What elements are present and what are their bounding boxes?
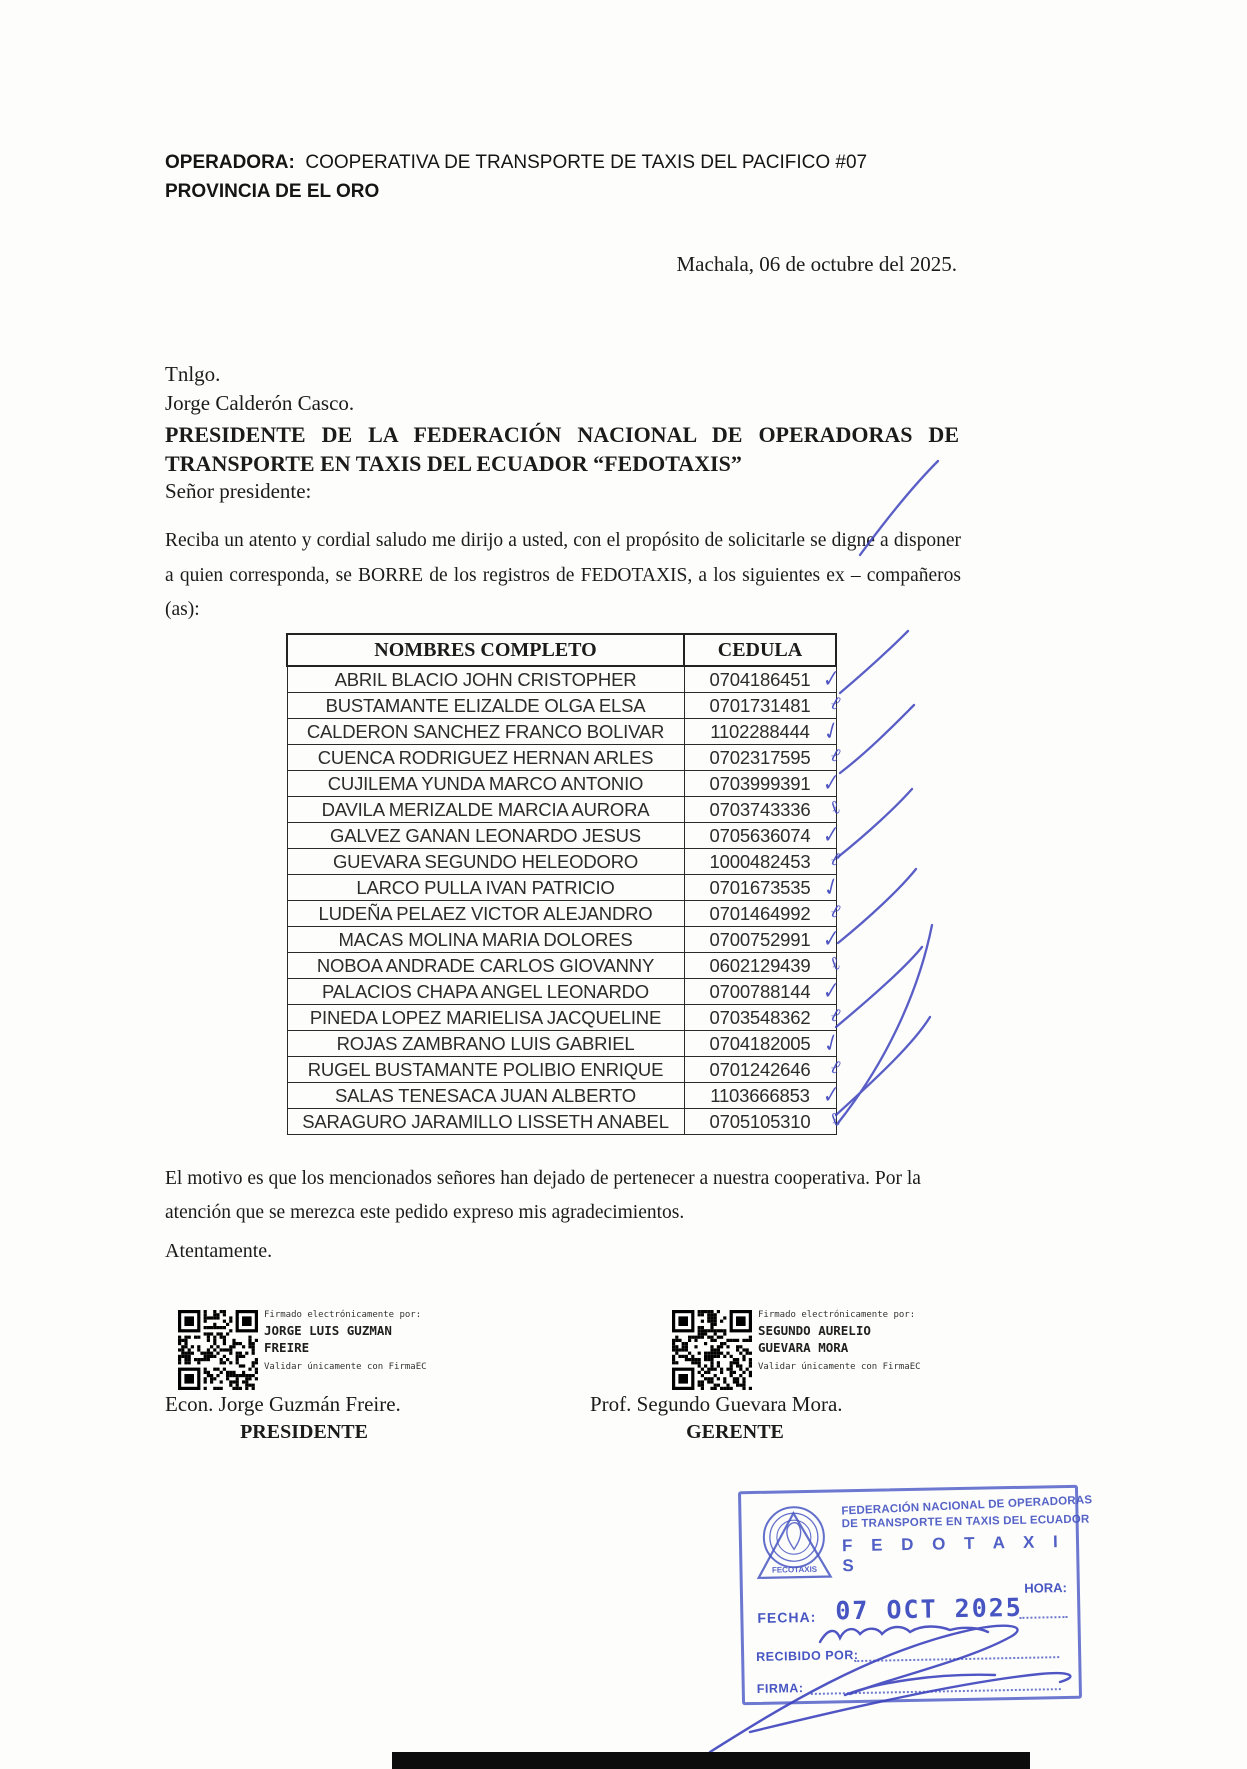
- member-name: PINEDA LOPEZ MARIELISA JACQUELINE: [287, 1005, 684, 1031]
- farewell: Atentamente.: [165, 1240, 273, 1262]
- member-name: ROJAS ZAMBRANO LUIS GABRIEL: [287, 1031, 684, 1057]
- member-cedula: 0701242646 ℓ: [684, 1057, 836, 1083]
- member-name: CUENCA RODRIGUEZ HERNAN ARLES: [287, 745, 684, 771]
- role-president: PRESIDENTE: [240, 1421, 368, 1443]
- table-row: [287, 797, 836, 823]
- salutation: Señor presidente:: [165, 479, 312, 503]
- validate-label: Validar únicamente con FirmaEC: [264, 1362, 427, 1372]
- member-name: LARCO PULLA IVAN PATRICIO: [287, 875, 684, 901]
- addressee-name: Jorge Calderón Casco.: [165, 391, 355, 415]
- signature-block-manager: [672, 1310, 921, 1390]
- member-name: BUSTAMANTE ELIZALDE OLGA ELSA: [287, 693, 684, 719]
- table-row: [287, 745, 836, 771]
- member-name: GALVEZ GANAN LEONARDO JESUS: [287, 823, 684, 849]
- member-name: LUDEÑA PELAEZ VICTOR ALEJANDRO: [287, 901, 684, 927]
- member-name: MACAS MOLINA MARIA DOLORES: [287, 927, 684, 953]
- scan-artifact-bar: [392, 1752, 1030, 1769]
- stamp-hora-label: HORA:: [1024, 1579, 1068, 1596]
- table-row: [287, 693, 836, 719]
- member-cedula: 0702317595 ℓ: [684, 745, 836, 771]
- member-name: PALACIOS CHAPA ANGEL LEONARDO: [287, 979, 684, 1005]
- member-cedula: 0703999391 ✓: [684, 771, 836, 797]
- table-row: [287, 1083, 836, 1109]
- printed-name-manager: Prof. Segundo Guevara Mora.: [590, 1392, 843, 1416]
- member-cedula: 0701673535 ✓: [684, 875, 836, 901]
- table-row: [287, 719, 836, 745]
- member-cedula: 1102288444 ✓: [684, 719, 836, 745]
- member-name: SARAGURO JARAMILLO LISSETH ANABEL: [287, 1109, 684, 1135]
- member-cedula: 0704182005 ✓: [684, 1031, 836, 1057]
- table-row: [287, 979, 836, 1005]
- member-cedula: 0701731481 ℓ: [684, 693, 836, 719]
- member-name: CUJILEMA YUNDA MARCO ANTONIO: [287, 771, 684, 797]
- role-manager: GERENTE: [686, 1421, 784, 1443]
- signed-electronically-label: Firmado electrónicamente por:: [758, 1310, 916, 1320]
- province-line: PROVINCIA DE EL ORO: [165, 181, 380, 202]
- signature-block-president: [178, 1310, 427, 1390]
- members-table: [286, 633, 837, 1135]
- operator-label: OPERADORA:: [165, 152, 295, 173]
- signer-name: JORGE LUIS GUZMAN FREIRE: [264, 1323, 392, 1355]
- logo-text: FECOTAXIS: [771, 1564, 818, 1575]
- member-cedula: 0602129439 ℓ: [684, 953, 836, 979]
- letter-header: [165, 148, 867, 206]
- member-cedula: 0701464992 ℓ: [684, 901, 836, 927]
- member-name: ABRIL BLACIO JOHN CRISTOPHER: [287, 666, 684, 693]
- stamp-org-line2: DE TRANSPORTE EN TAXIS DEL ECUADOR: [841, 1513, 1090, 1531]
- operator-name: COOPERATIVA DE TRANSPORTE DE TAXIS DEL PACIFICO #07: [305, 152, 868, 173]
- stamp-brand: F E D O T A X I S: [841, 1532, 1065, 1576]
- member-cedula: 0700788144 ✓: [684, 979, 836, 1005]
- table-header-row: [287, 634, 836, 666]
- table-row: [287, 1109, 836, 1135]
- member-name: GUEVARA SEGUNDO HELEODORO: [287, 849, 684, 875]
- member-name: DAVILA MERIZALDE MARCIA AURORA: [287, 797, 684, 823]
- table-row: [287, 1005, 836, 1031]
- qr-code-president: [178, 1310, 258, 1390]
- qr-code-manager: [672, 1310, 752, 1390]
- stamp-firma-label: FIRMA:: [756, 1681, 804, 1696]
- member-cedula: 0705105310 ℓ: [684, 1109, 836, 1135]
- table-row: [287, 1057, 836, 1083]
- member-cedula: 0705636074 ✓: [684, 823, 836, 849]
- member-name: CALDERON SANCHEZ FRANCO BOLIVAR: [287, 719, 684, 745]
- column-header-cedula: CEDULA: [684, 634, 836, 666]
- member-name: RUGEL BUSTAMANTE POLIBIO ENRIQUE: [287, 1057, 684, 1083]
- qr-caption-manager: [758, 1310, 921, 1390]
- signer-name: SEGUNDO AURELIO GUEVARA MORA: [758, 1323, 871, 1355]
- table-row: [287, 901, 836, 927]
- member-cedula: 0700752991 ✓: [684, 927, 836, 953]
- member-name: SALAS TENESACA JUAN ALBERTO: [287, 1083, 684, 1109]
- pen-stroke-marks: [818, 455, 978, 1175]
- table-row: [287, 771, 836, 797]
- table-row: [287, 823, 836, 849]
- column-header-names: NOMBRES COMPLETO: [287, 634, 684, 666]
- member-cedula: 1000482453 ℓ: [684, 849, 836, 875]
- stamp-recibido-label: RECIBIDO POR:: [756, 1648, 859, 1664]
- stamp-fecha-label: FECHA:: [757, 1608, 817, 1626]
- table-row: [287, 1031, 836, 1057]
- operator-line: [165, 148, 867, 177]
- member-name: NOBOA ANDRADE CARLOS GIOVANNY: [287, 953, 684, 979]
- table-row: [287, 953, 836, 979]
- closing-paragraph: El motivo es que los mencionados señores han dejado de pertenecer a nuestra cooperativa. Por la atención que se merezca este pedido expreso mis agradecimientos.: [165, 1168, 921, 1223]
- member-cedula: 0704186451 ✓: [684, 666, 836, 693]
- qr-caption-president: [264, 1310, 427, 1390]
- validate-label: Validar únicamente con FirmaEC: [758, 1362, 921, 1372]
- member-cedula: 0703743336 ℓ: [684, 797, 836, 823]
- stamp-fecha-value: 07 OCT 2025: [835, 1592, 1024, 1626]
- member-cedula: 0703548362 ℓ: [684, 1005, 836, 1031]
- signed-electronically-label: Firmado electrónicamente por:: [264, 1310, 422, 1320]
- date-line: Machala, 06 de octubre del 2025.: [676, 252, 957, 276]
- table-row: [287, 666, 836, 693]
- table-row: [287, 875, 836, 901]
- addressee-degree: Tnlgo.: [165, 362, 221, 386]
- member-cedula: 1103666853 ✓: [684, 1083, 836, 1109]
- addressee-position: PRESIDENTE DE LA FEDERACIÓN NACIONAL DE OPERADORAS DE TRANSPORTE EN TAXIS DEL ECUADOR “FEDOTAXIS”: [165, 422, 959, 476]
- stamp-org-line1: FEDERACIÓN NACIONAL DE OPERADORAS: [841, 1494, 1093, 1518]
- table-row: [287, 927, 836, 953]
- printed-name-president: Econ. Jorge Guzmán Freire.: [165, 1392, 401, 1416]
- handwritten-signature-ink: [640, 1470, 1140, 1769]
- body-paragraph: Reciba un atento y cordial saludo me dirijo a usted, con el propósito de solicitarle se digne a disponer a quien corresponda, se BORRE de los registros de FEDOTAXIS, a los siguientes ex – compañeros (as):: [165, 530, 961, 620]
- table-row: [287, 849, 836, 875]
